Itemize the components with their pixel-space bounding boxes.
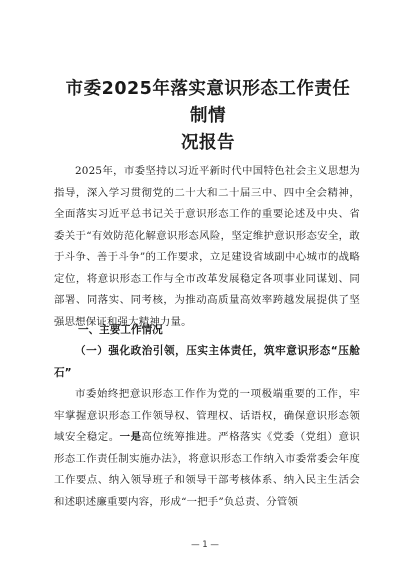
paragraph-2 bbox=[54, 384, 360, 513]
paragraph-2-part-1: 市委始终把意识形态工作作为党的一项极端重要的工作，牢牢掌握意识形态工作领导权、管理权、话语权，确保意识形态领域安全稳定。 bbox=[54, 388, 360, 443]
paragraph-2-emphasis: 一是 bbox=[119, 431, 142, 443]
section-heading: 一、主要工作情况 bbox=[78, 324, 163, 336]
paragraph-2-part-2: 高位统筹推进。严格落实《党委（党组）意识形态工作责任制实施办法》，将意识形态工作纳入市委常委会年度工作要点、纳入领导班子和领导干部考核体系、纳入民主生活会和述职述廉重要内容，形成“一把手”负总责、分管领 bbox=[54, 431, 361, 508]
document-title bbox=[58, 76, 358, 157]
title-line-2: 况报告 bbox=[181, 133, 235, 153]
subsection-heading: （一）强化政治引领，压实主体责任，筑牢意识形态“压舱石” bbox=[54, 345, 360, 379]
title-line-1: 市委2025年落实意识形态工作责任制情 bbox=[65, 79, 351, 126]
page-number: — 1 — bbox=[191, 540, 219, 550]
intro-paragraph: 2025年，市委坚持以习近平新时代中国特色社会主义思想为指导，深入学习贯彻党的二十大和二十届三中、四中全会精神，全面落实习近平总书记关于意识形态工作的重要论述及中央、省委关于“有效防范化解意识形态风险，坚定维护意识形态安全，敢于斗争、善于斗争”的工作要求，立足建设省域副中心城市的战略定位，将意识形态工作与全市改革发展稳定各项事业同谋划、同部署、同落实、同考核，为推动高质量高效率跨越发展提供了坚强思想保证和强大精神力量。 bbox=[54, 165, 360, 328]
